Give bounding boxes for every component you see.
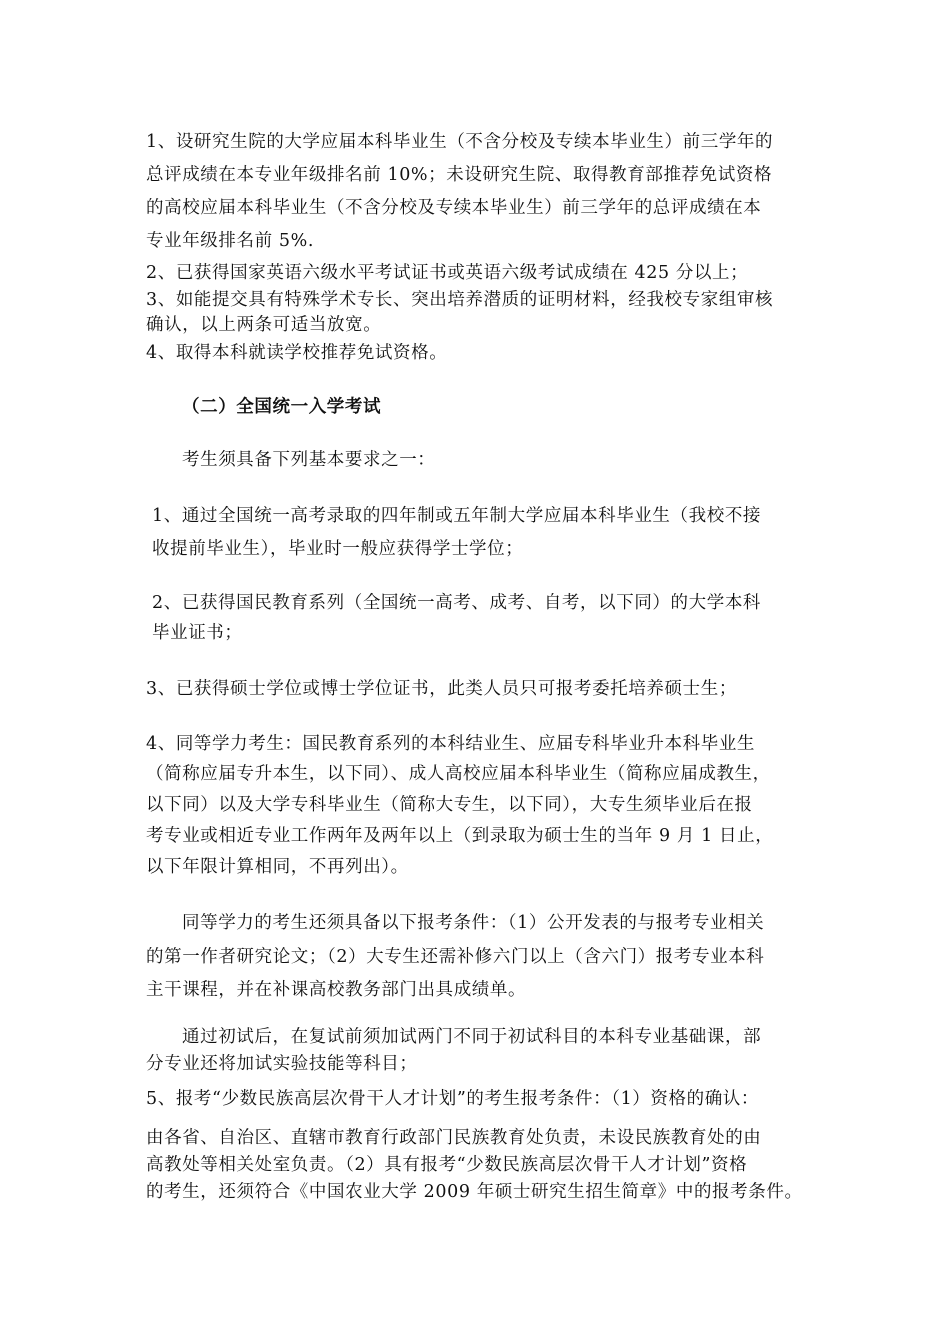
s1-item1-line1: 1、设研究生院的大学应届本科毕业生（不含分校及专续本毕业生）前三学年的 xyxy=(146,132,774,152)
s1-item1-line4: 专业年级排名前 5%. xyxy=(146,231,314,251)
section-heading: （二）全国统一入学考试 xyxy=(182,397,382,417)
s1-item3-line1: 3、如能提交具有特殊学术专长、突出培养潜质的证明材料，经我校专家组审核 xyxy=(146,290,774,310)
s1-item1-line3: 的高校应届本科毕业生（不含分校及专续本毕业生）前三学年的总评成绩在本 xyxy=(146,198,762,218)
s2-item1-line1: 1、通过全国统一高考录取的四年制或五年制大学应届本科毕业生（我校不接 xyxy=(152,506,762,526)
s2-item5-line3: 高教处等相关处室负责。（2）具有报考“少数民族高层次骨干人才计划”资格 xyxy=(146,1155,748,1175)
retest-para-line2: 分专业还将加试实验技能等科目； xyxy=(146,1054,418,1074)
s2-item5-line1: 5、报考“少数民族高层次骨干人才计划”的考生报考条件：（1）资格的确认： xyxy=(146,1089,760,1109)
s2-item5-line4: 的考生，还须符合《中国农业大学 2009 年硕士研究生招生简章》中的报考条件。 xyxy=(146,1182,803,1202)
s1-item3-line2: 确认，以上两条可适当放宽。 xyxy=(146,315,382,335)
equal-study-para-line3: 主干课程，并在补课高校教务部门出具成绩单。 xyxy=(146,980,527,1000)
s1-item2: 2、已获得国家英语六级水平考试证书或英语六级考试成绩在 425 分以上； xyxy=(146,263,749,283)
s2-item5-line2: 由各省、自治区、直辖市教育行政部门民族教育处负责，未设民族教育处的由 xyxy=(146,1128,762,1148)
s2-item4-line3: 以下同）以及大学专科毕业生（简称大专生，以下同），大专生须毕业后在报 xyxy=(146,795,753,815)
s2-item4-line5: 以下年限计算相同，不再列出）。 xyxy=(146,857,409,877)
s2-item3: 3、已获得硕士学位或博士学位证书，此类人员只可报考委托培养硕士生； xyxy=(146,679,737,699)
equal-study-para-line1: 同等学力的考生还须具备以下报考条件：（1）公开发表的与报考专业相关 xyxy=(182,913,765,933)
s1-item1-line2: 总评成绩在本专业年级排名前 10%；未设研究生院、取得教育部推荐免试资格 xyxy=(146,165,773,185)
s2-item1-line2: 收提前毕业生），毕业时一般应获得学士学位； xyxy=(152,539,524,559)
s2-item4-line1: 4、同等学力考生：国民教育系列的本科结业生、应届专科毕业升本科毕业生 xyxy=(146,734,756,754)
s2-item4-line4: 考专业或相近专业工作两年及两年以上（到录取为硕士生的当年 9 月 1 日止， xyxy=(146,826,774,846)
s2-item2-line2: 毕业证书； xyxy=(152,623,243,643)
s1-item4: 4、取得本科就读学校推荐免试资格。 xyxy=(146,343,448,363)
s2-intro: 考生须具备下列基本要求之一： xyxy=(182,450,436,470)
retest-para-line1: 通过初试后，在复试前须加试两门不同于初试科目的本科专业基础课，部 xyxy=(182,1027,762,1047)
s2-item4-line2: （简称应届专升本生，以下同）、成人高校应届本科毕业生（简称应届成教生， xyxy=(146,764,771,784)
equal-study-para-line2: 的第一作者研究论文；（2）大专生还需补修六门以上（含六门）报考专业本科 xyxy=(146,947,765,967)
s2-item2-line1: 2、已获得国民教育系列（全国统一高考、成考、自考，以下同）的大学本科 xyxy=(152,593,762,613)
